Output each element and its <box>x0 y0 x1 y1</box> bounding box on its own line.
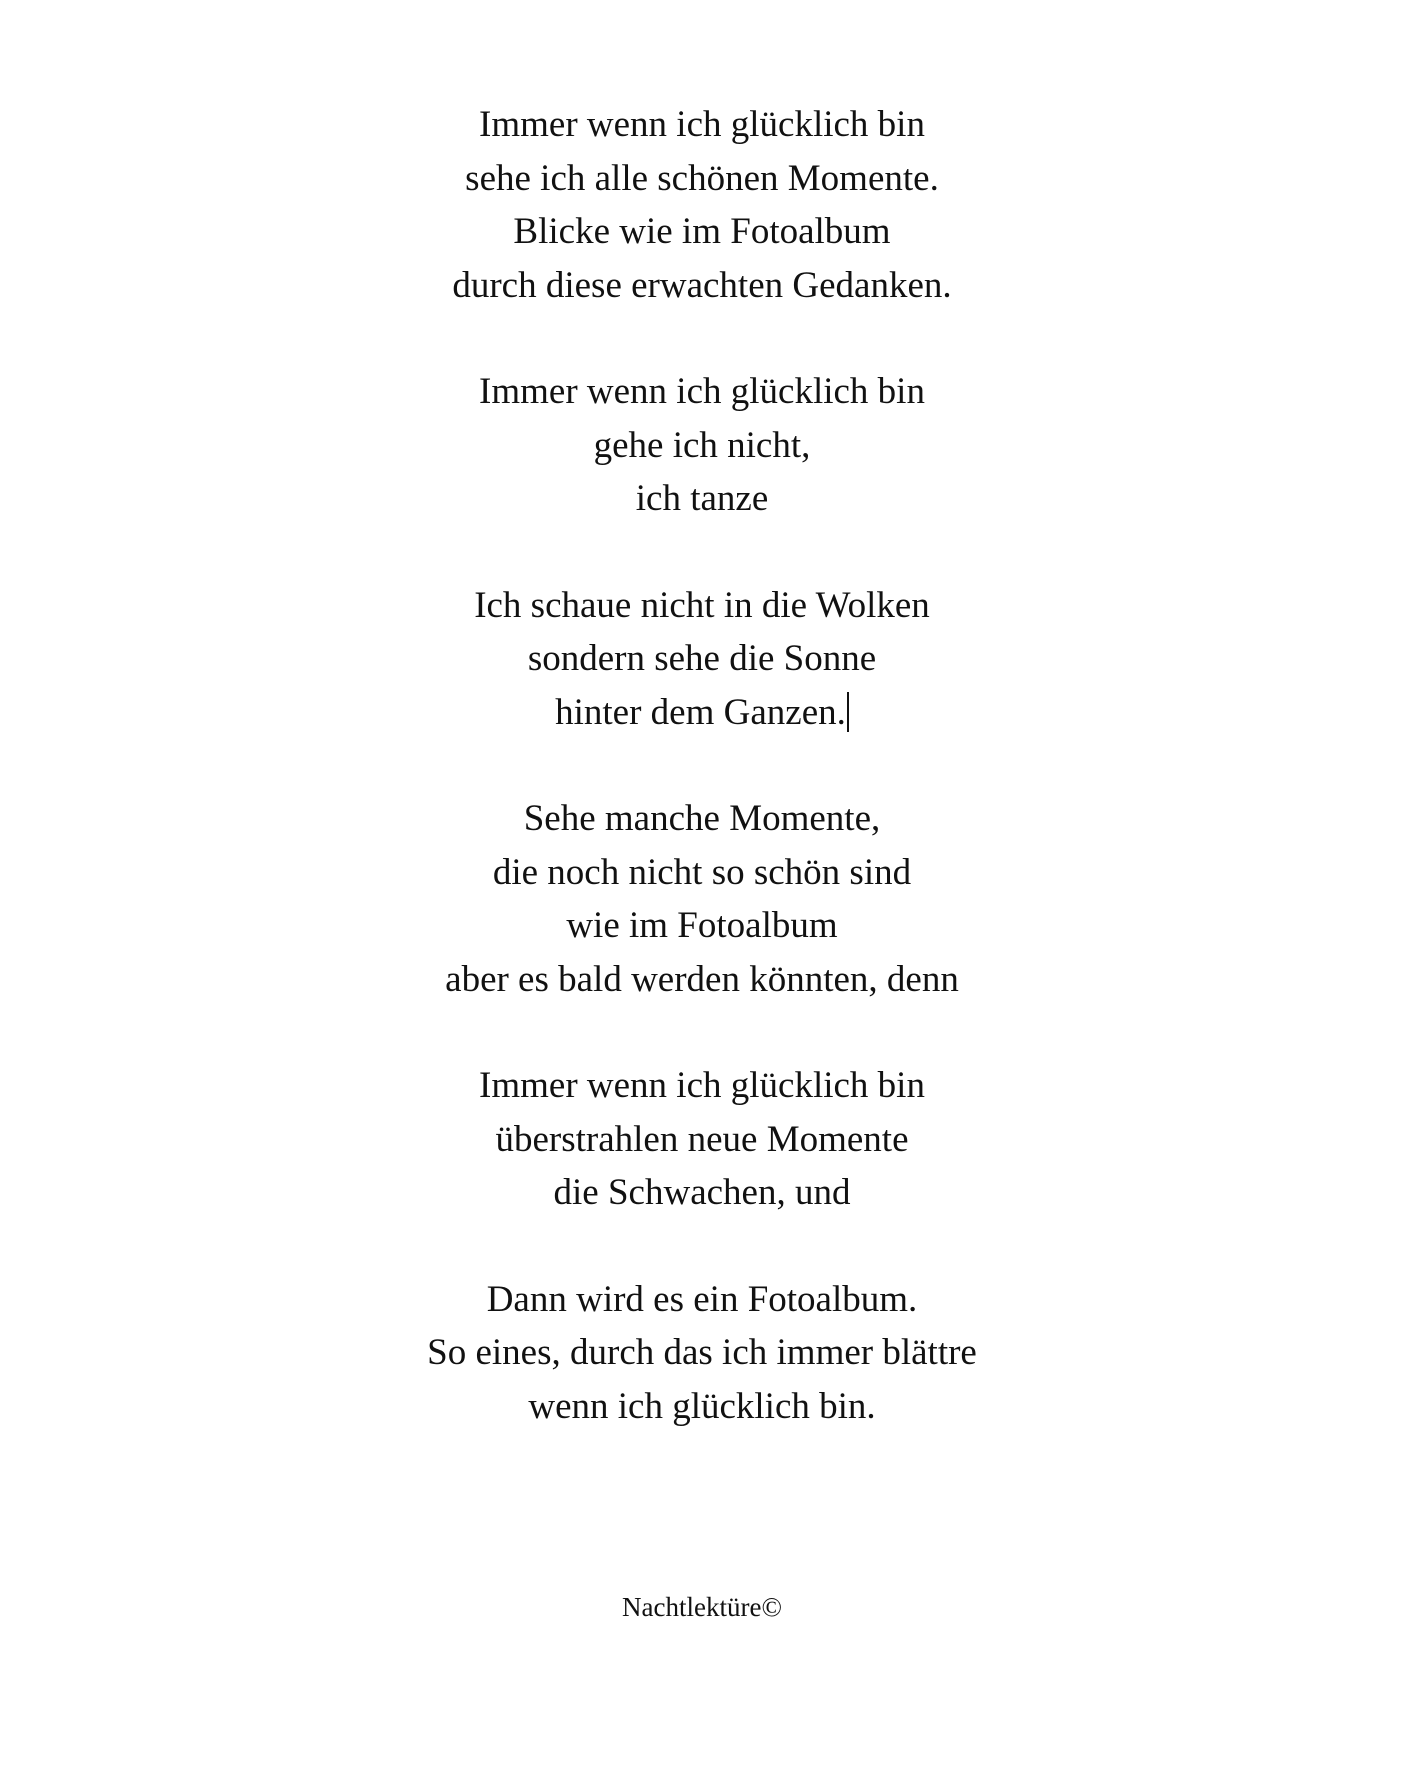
poem-line: sehe ich alle schönen Momente. <box>465 157 939 199</box>
poem-line: wenn ich glücklich bin. <box>528 1385 876 1427</box>
stanza-3 <box>0 579 1404 740</box>
poem-line: Immer wenn ich glücklich bin <box>479 104 925 145</box>
signature: Nachtlektüre© <box>622 1592 782 1622</box>
poem-line: die Schwachen, und <box>553 1172 851 1213</box>
poem-line-with-caret <box>0 686 1404 740</box>
poem-line: sondern sehe die Sonne <box>527 638 877 679</box>
stanza-6 <box>0 1273 1404 1434</box>
poem-line: So eines, durch das ich immer blättre <box>427 1332 977 1373</box>
poem <box>0 98 1404 1486</box>
poem-line: Sehe manche Momente, <box>523 798 881 839</box>
poem-line: Immer wenn ich glücklich bin <box>479 1065 925 1106</box>
poem-line: durch diese erwachten Gedanken. <box>452 264 952 306</box>
poem-line: aber es bald werden könnten, denn <box>445 958 959 1000</box>
poem-line: wie im Fotoalbum <box>566 905 838 946</box>
poem-line: Ich schaue nicht in die Wolken <box>474 584 930 626</box>
poem-line-text: hinter dem Ganzen. <box>555 691 846 733</box>
poem-line: ich tanze <box>635 478 769 519</box>
poem-line: Immer wenn ich glücklich bin <box>479 371 925 412</box>
poem-line: Blicke wie im Fotoalbum <box>513 211 891 252</box>
poem-line: die noch nicht so schön sind <box>492 851 912 893</box>
poem-line: überstrahlen neue Momente <box>495 1118 909 1160</box>
text-cursor <box>847 692 849 732</box>
stanza-2 <box>0 365 1404 526</box>
poem-line: gehe ich nicht, <box>593 424 811 466</box>
stanza-1 <box>0 98 1404 312</box>
stanza-4 <box>0 792 1404 1006</box>
poem-line: Dann wird es ein Fotoalbum. <box>486 1278 918 1320</box>
stanza-5 <box>0 1059 1404 1220</box>
